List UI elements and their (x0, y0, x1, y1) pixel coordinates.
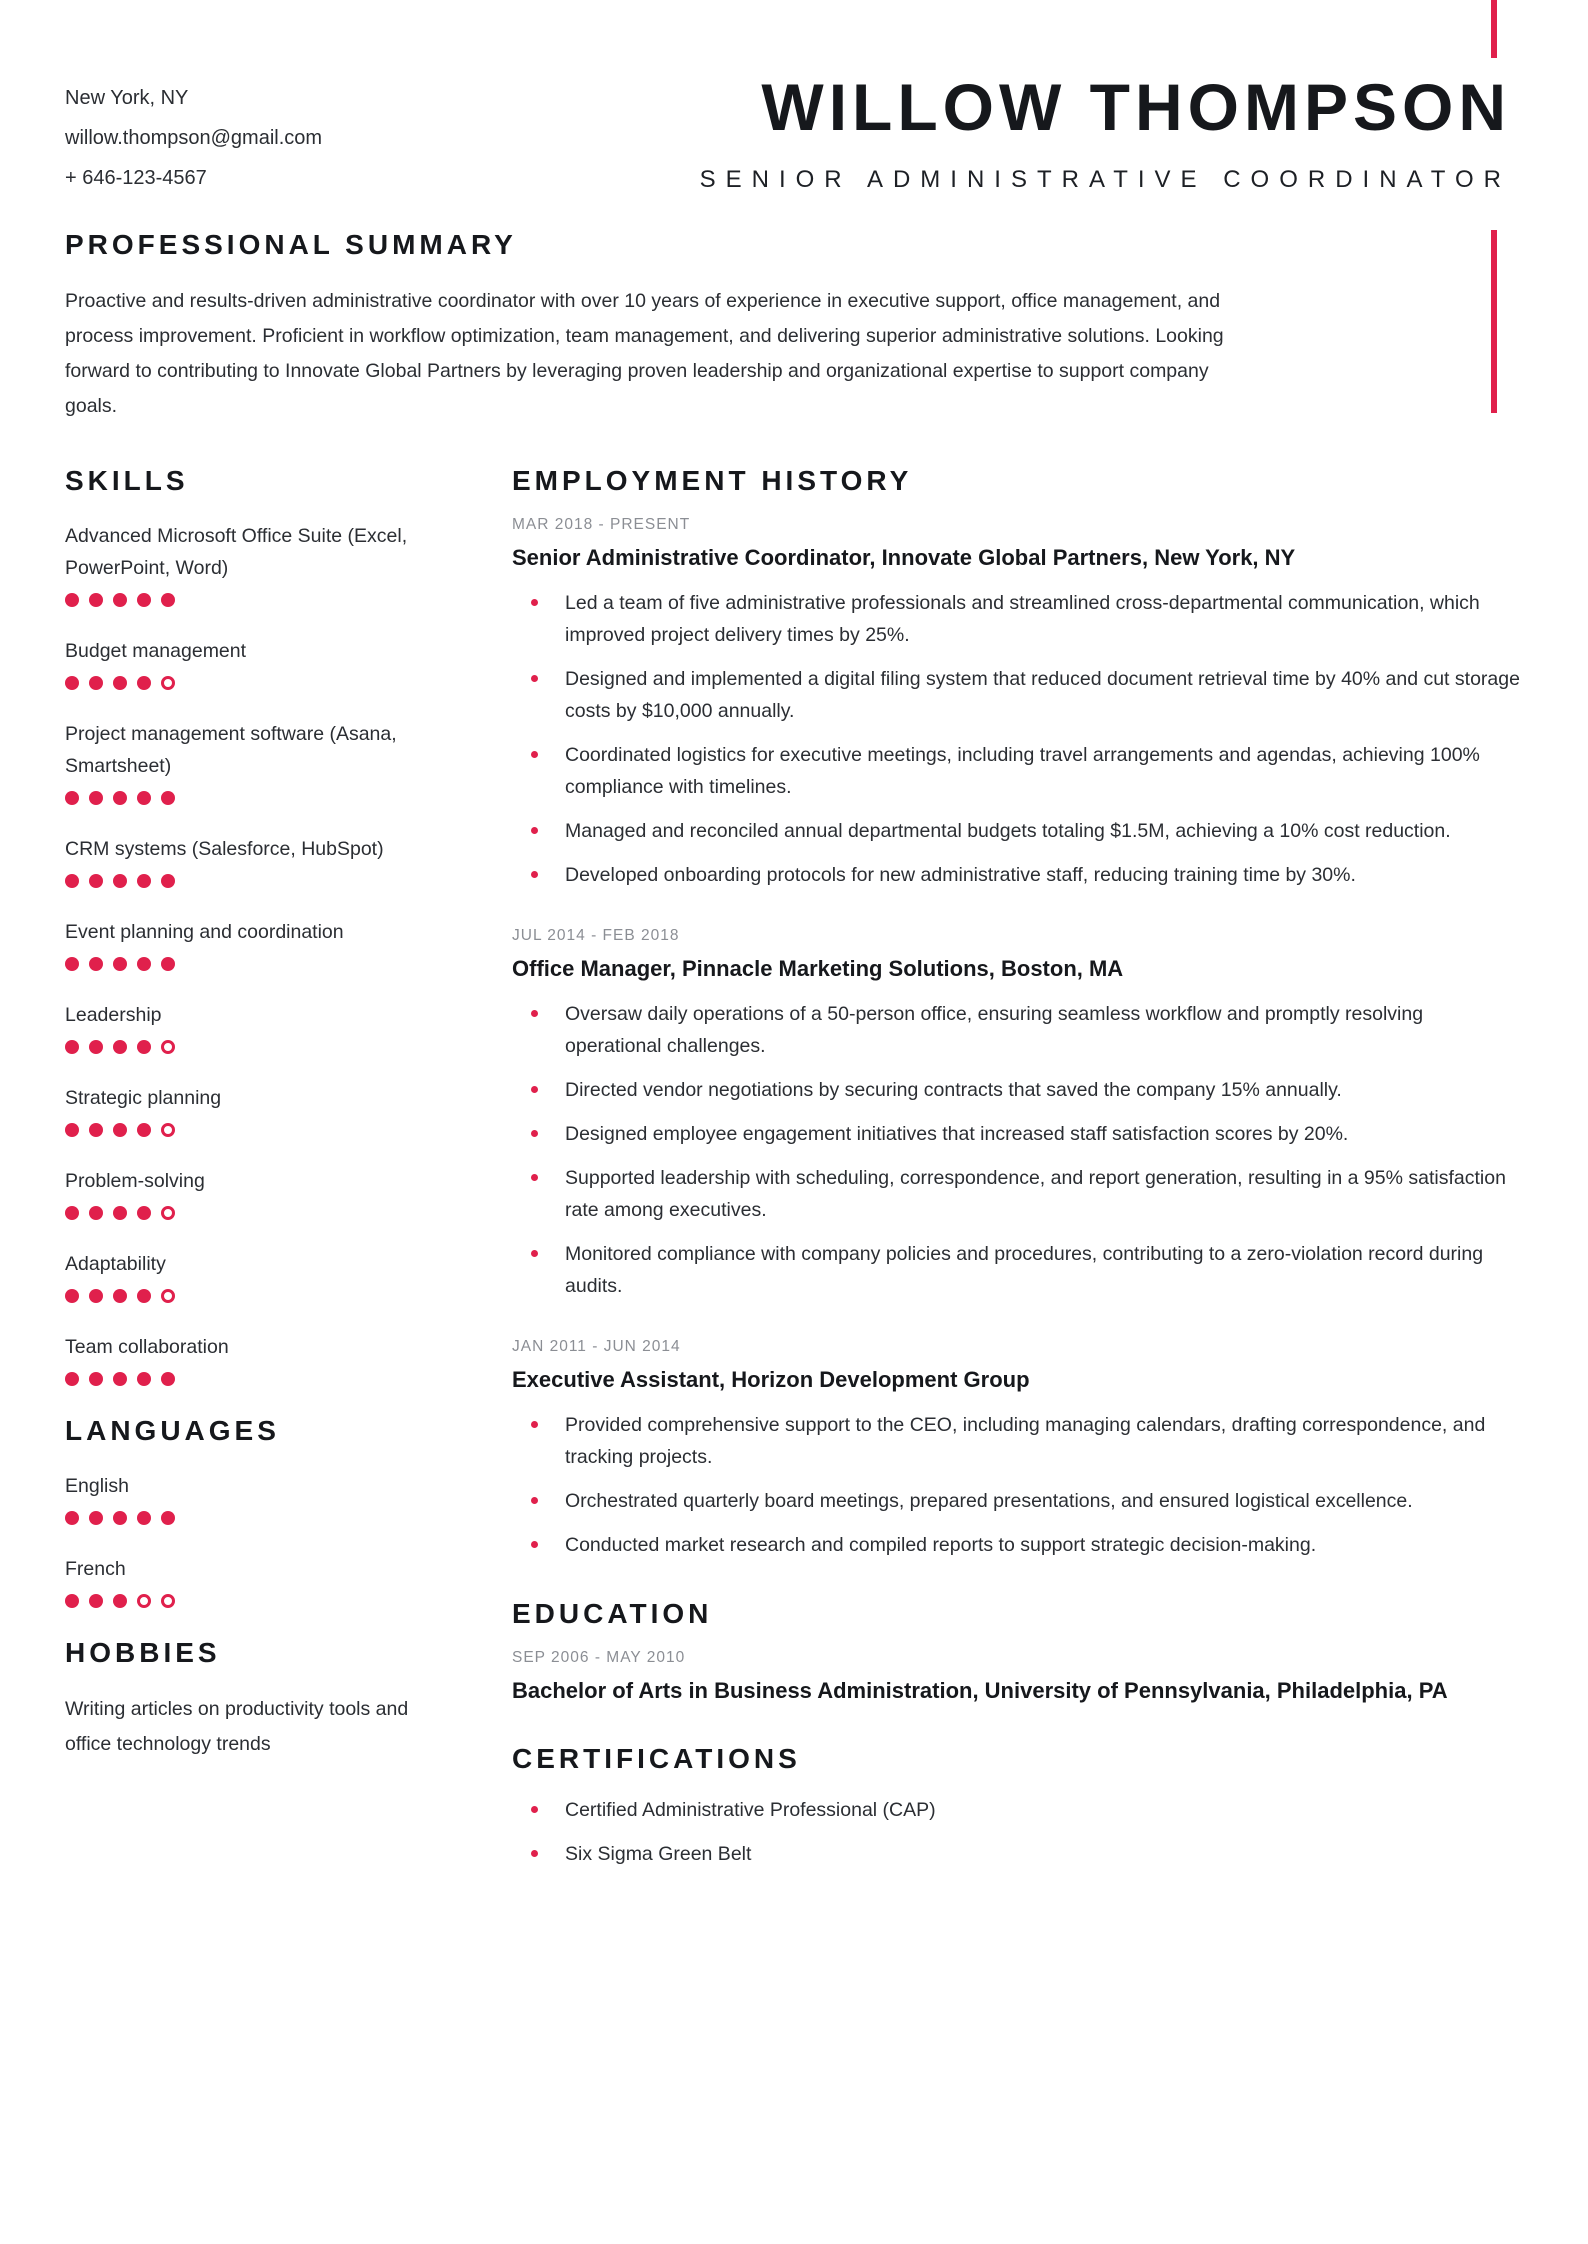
rating-dot-filled (89, 874, 103, 888)
job-bullet: Supported leadership with scheduling, correspondence, and report generation, resulting in a 95% satisfaction rate among executives. (512, 1162, 1524, 1226)
rating-dot-filled (113, 874, 127, 888)
contact-location: New York, NY (65, 87, 189, 109)
job-bullets (512, 1409, 1524, 1561)
rating-dot-filled (161, 874, 175, 888)
rating-dot-filled (89, 676, 103, 690)
rating-dot-filled (89, 791, 103, 805)
accent-line-summary (1491, 230, 1497, 413)
rating-dot-filled (65, 957, 79, 971)
skill-item-rating (65, 874, 447, 888)
skill-item-rating (65, 1040, 447, 1054)
job-title: Senior Administrative Coordinator, Innovate Global Partners, New York, NY (512, 545, 1296, 570)
rating-dot-filled (65, 1040, 79, 1054)
rating-dot-filled (89, 1594, 103, 1608)
rating-dot-filled (89, 1123, 103, 1137)
professional-summary-heading: PROFESSIONAL SUMMARY (65, 229, 517, 260)
skill-item (65, 1248, 447, 1303)
language-item-rating (65, 1511, 447, 1525)
job-bullet: Managed and reconciled annual departmental budgets totaling $1.5M, achieving a 10% cost reduction. (512, 815, 1524, 847)
job-bullet: Led a team of five administrative professionals and streamlined cross-departmental communication, which improved project delivery times by 25%. (512, 587, 1524, 651)
skill-item (65, 718, 447, 805)
language-item-label: English (65, 1475, 129, 1497)
rating-dot-filled (137, 1372, 151, 1386)
rating-dot-filled (137, 1206, 151, 1220)
professional-summary-text: Proactive and results-driven administrative coordinator with over 10 years of experience in executive support, office management, and process improvement. Proficient in workflow optimization, team management, and delivering superior administrative solutions. Looking forward to contributing to Innovate Global Partners by leveraging proven leadership and organizational expertise to support company goals. (65, 290, 1224, 417)
rating-dot-filled (65, 593, 79, 607)
rating-dot-empty (161, 1594, 175, 1608)
skill-item-rating (65, 676, 447, 690)
rating-dot-filled (161, 1372, 175, 1386)
job-bullet: Monitored compliance with company policies and procedures, contributing to a zero-violation record during audits. (512, 1238, 1524, 1302)
skill-item (65, 916, 447, 971)
skill-item (65, 520, 447, 607)
skill-item-label: Adaptability (65, 1253, 166, 1275)
candidate-name: WILLOW THOMPSON (761, 70, 1511, 144)
skill-item-label: Strategic planning (65, 1087, 222, 1109)
rating-dot-filled (137, 791, 151, 805)
rating-dot-filled (137, 1511, 151, 1525)
job-entry (512, 927, 1524, 1302)
rating-dot-filled (137, 1040, 151, 1054)
job-dates: MAR 2018 - PRESENT (512, 516, 691, 533)
skills-heading: SKILLS (65, 465, 189, 496)
skill-item-rating (65, 791, 447, 805)
job-bullet: Oversaw daily operations of a 50-person office, ensuring seamless workflow and promptly resolving operational challenges. (512, 998, 1524, 1062)
accent-line-top (1491, 0, 1497, 58)
education-heading: EDUCATION (512, 1598, 713, 1629)
hobbies-heading: HOBBIES (65, 1637, 221, 1668)
rating-dot-filled (65, 1289, 79, 1303)
certification-item: Certified Administrative Professional (CAP) (512, 1794, 1524, 1826)
language-item-label: French (65, 1558, 126, 1580)
rating-dot-filled (113, 676, 127, 690)
skills-list (65, 520, 447, 1386)
rating-dot-filled (89, 1372, 103, 1386)
education-entry (512, 1649, 1524, 1706)
hobbies-text: Writing articles on productivity tools and office technology trends (65, 1698, 409, 1755)
rating-dot-filled (161, 957, 175, 971)
skill-item (65, 1082, 447, 1137)
certification-item: Six Sigma Green Belt (512, 1838, 1524, 1870)
rating-dot-filled (65, 1372, 79, 1386)
rating-dot-filled (161, 593, 175, 607)
job-title: Office Manager, Pinnacle Marketing Solutions, Boston, MA (512, 956, 1124, 981)
rating-dot-filled (89, 1206, 103, 1220)
rating-dot-filled (89, 1040, 103, 1054)
candidate-job-title: SENIOR ADMINISTRATIVE COORDINATOR (699, 166, 1511, 193)
contact-phone: + 646-123-4567 (65, 167, 207, 189)
professional-summary-section (65, 230, 1225, 424)
skill-item-rating (65, 593, 447, 607)
skill-item-rating (65, 1123, 447, 1137)
education-list (512, 1649, 1524, 1706)
rating-dot-filled (65, 791, 79, 805)
rating-dot-filled (113, 791, 127, 805)
rating-dot-filled (65, 1206, 79, 1220)
skill-item-label: Event planning and coordination (65, 921, 344, 943)
rating-dot-empty (161, 1289, 175, 1303)
skill-item-label: Budget management (65, 640, 247, 662)
rating-dot-filled (137, 593, 151, 607)
rating-dot-filled (137, 957, 151, 971)
rating-dot-filled (113, 957, 127, 971)
education-dates: SEP 2006 - MAY 2010 (512, 1649, 686, 1666)
language-item (65, 1553, 447, 1608)
job-title: Executive Assistant, Horizon Development Group (512, 1367, 1030, 1392)
rating-dot-filled (137, 1123, 151, 1137)
skill-item (65, 833, 447, 888)
rating-dot-empty (137, 1594, 151, 1608)
skill-item-rating (65, 1372, 447, 1386)
rating-dot-filled (137, 676, 151, 690)
rating-dot-filled (113, 1511, 127, 1525)
job-dates: JAN 2011 - JUN 2014 (512, 1338, 681, 1355)
rating-dot-filled (113, 593, 127, 607)
job-dates: JUL 2014 - FEB 2018 (512, 927, 680, 944)
rating-dot-filled (89, 593, 103, 607)
rating-dot-filled (161, 791, 175, 805)
skill-item-rating (65, 957, 447, 971)
rating-dot-filled (113, 1289, 127, 1303)
job-bullet: Provided comprehensive support to the CEO, including managing calendars, drafting correspondence, and tracking projects. (512, 1409, 1524, 1473)
job-bullets (512, 998, 1524, 1302)
rating-dot-filled (65, 874, 79, 888)
rating-dot-empty (161, 676, 175, 690)
rating-dot-filled (137, 874, 151, 888)
rating-dot-empty (161, 1040, 175, 1054)
job-bullet: Developed onboarding protocols for new administrative staff, reducing training time by 30%. (512, 859, 1524, 891)
left-column (65, 466, 447, 1762)
language-item (65, 1470, 447, 1525)
certifications-heading: CERTIFICATIONS (512, 1743, 801, 1774)
skill-item-label: Project management software (Asana, Smartsheet) (65, 723, 397, 777)
contact-email: willow.thompson@gmail.com (65, 127, 323, 149)
certifications-list (512, 1794, 1524, 1870)
job-bullets (512, 587, 1524, 891)
skill-item (65, 1165, 447, 1220)
languages-list (65, 1470, 447, 1608)
skill-item-label: CRM systems (Salesforce, HubSpot) (65, 838, 384, 860)
rating-dot-filled (161, 1511, 175, 1525)
rating-dot-empty (161, 1206, 175, 1220)
rating-dot-filled (113, 1206, 127, 1220)
right-column (512, 466, 1524, 1882)
job-entry (512, 516, 1524, 891)
rating-dot-filled (89, 957, 103, 971)
skill-item-rating (65, 1289, 447, 1303)
job-bullet: Coordinated logistics for executive meetings, including travel arrangements and agendas, achieving 100% compliance with timelines. (512, 739, 1524, 803)
skill-item-label: Problem-solving (65, 1170, 205, 1192)
rating-dot-filled (113, 1372, 127, 1386)
rating-dot-filled (65, 1511, 79, 1525)
contact-block (65, 78, 322, 198)
skill-item (65, 635, 447, 690)
skill-item-rating (65, 1206, 447, 1220)
languages-heading: LANGUAGES (65, 1415, 280, 1446)
job-bullet: Orchestrated quarterly board meetings, prepared presentations, and ensured logistical excellence. (512, 1485, 1524, 1517)
rating-dot-filled (65, 1594, 79, 1608)
rating-dot-filled (113, 1040, 127, 1054)
rating-dot-filled (65, 676, 79, 690)
language-item-rating (65, 1594, 447, 1608)
rating-dot-filled (113, 1594, 127, 1608)
job-entry (512, 1338, 1524, 1561)
employment-history-list (512, 516, 1524, 1561)
job-bullet: Designed and implemented a digital filing system that reduced document retrieval time by 40% and cut storage costs by $10,000 annually. (512, 663, 1524, 727)
employment-history-heading: EMPLOYMENT HISTORY (512, 465, 913, 496)
job-bullet: Conducted market research and compiled reports to support strategic decision-making. (512, 1529, 1524, 1561)
job-bullet: Directed vendor negotiations by securing contracts that saved the company 15% annually. (512, 1074, 1524, 1106)
skill-item-label: Advanced Microsoft Office Suite (Excel, PowerPoint, Word) (65, 525, 408, 579)
rating-dot-filled (65, 1123, 79, 1137)
rating-dot-filled (89, 1511, 103, 1525)
rating-dot-filled (89, 1289, 103, 1303)
rating-dot-filled (137, 1289, 151, 1303)
rating-dot-filled (113, 1123, 127, 1137)
header-name-block (699, 70, 1511, 194)
skill-item-label: Leadership (65, 1004, 162, 1026)
skill-item (65, 1331, 447, 1386)
education-title: Bachelor of Arts in Business Administration, University of Pennsylvania, Philadelphia, PA (512, 1678, 1448, 1703)
skill-item (65, 999, 447, 1054)
job-bullet: Designed employee engagement initiatives that increased staff satisfaction scores by 20%. (512, 1118, 1524, 1150)
skill-item-label: Team collaboration (65, 1336, 229, 1358)
rating-dot-empty (161, 1123, 175, 1137)
